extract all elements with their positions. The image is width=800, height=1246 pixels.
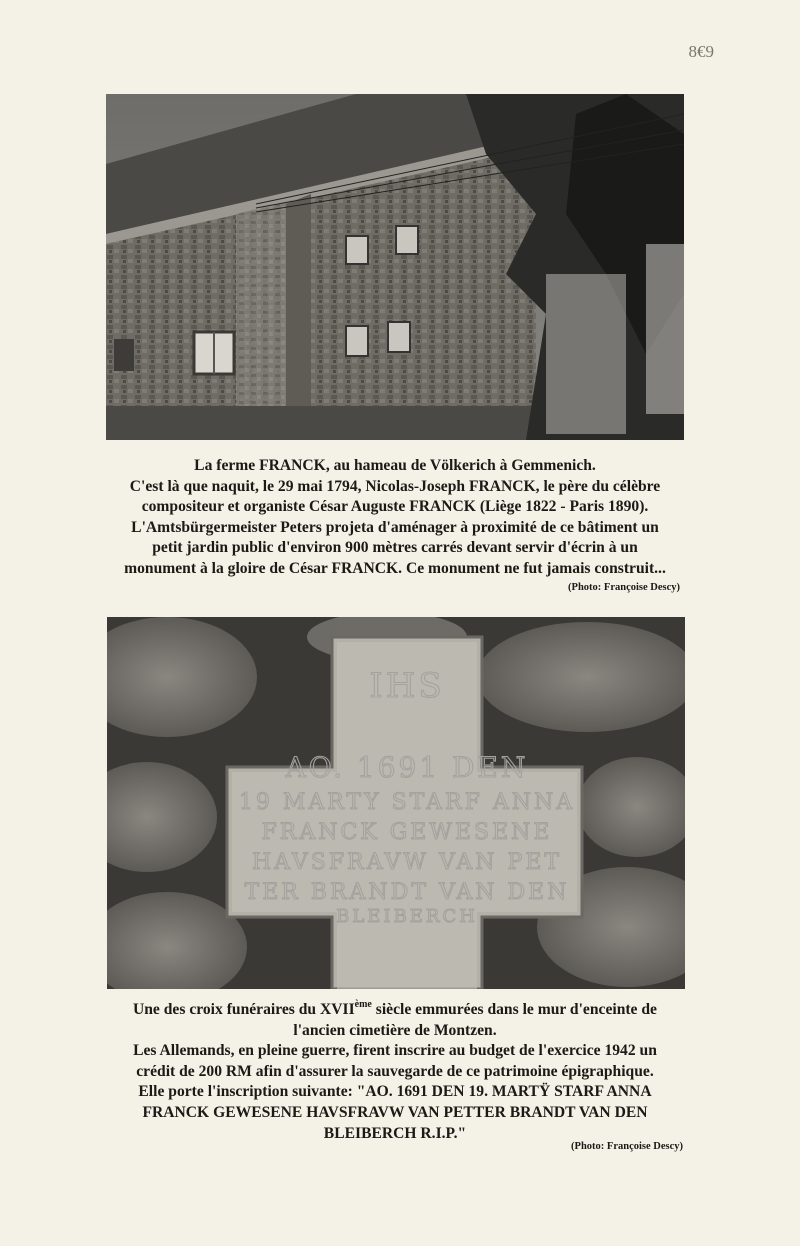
caption-line: La ferme FRANCK, au hameau de Völkerich à Gemmenich. bbox=[194, 457, 596, 474]
caption-line: compositeur et organiste César Auguste FRANCK (Liège 1822 - Paris 1890). bbox=[141, 498, 649, 516]
caption-line: petit jardin public d'environ 900 mètres carrés devant servir d'écrin à un bbox=[152, 539, 638, 557]
inscription-line: AO. 1691 DEN bbox=[285, 751, 529, 784]
inscription-line: BLEIBERCH bbox=[336, 906, 478, 927]
cross-caption bbox=[100, 1000, 690, 1144]
inscription-line: 19 MARTY STARF ANNA bbox=[238, 790, 576, 815]
caption-line: Elle porte l'inscription suivante: "AO. 1691 DEN 19. MARTŸ STARF ANNA bbox=[138, 1083, 652, 1101]
farm-photo bbox=[106, 94, 684, 440]
caption-line: L'Amtsbürgermeister Peters projeta d'aménager à proximité de ce bâtiment un bbox=[131, 518, 659, 536]
farm-caption bbox=[100, 456, 690, 580]
cross-photo bbox=[107, 617, 685, 989]
photo-credit: (Photo: Françoise Descy) bbox=[571, 1141, 683, 1152]
inscription-line: FRANCK GEWESENE bbox=[261, 820, 553, 845]
caption-line: monument à la gloire de César FRANCK. Ce monument ne fut jamais construit... bbox=[124, 559, 666, 577]
caption-line: C'est là que naquit, le 29 mai 1794, Nicolas-Joseph FRANCK, le père du célèbre bbox=[129, 477, 661, 495]
caption-line: crédit de 200 RM afin d'assurer la sauvegarde de ce patrimoine épigraphique. bbox=[136, 1062, 654, 1080]
caption-line: Les Allemands, en pleine guerre, firent inscrire au budget de l'exercice 1942 un bbox=[133, 1042, 657, 1060]
inscription-line: TER BRANDT VAN DEN bbox=[244, 880, 570, 905]
photo-credit: (Photo: Françoise Descy) bbox=[568, 582, 680, 593]
caption-line: FRANCK GEWESENE HAVSFRAVW VAN PETTER BRANDT VAN DEN bbox=[142, 1103, 648, 1121]
page-number: 8€9 bbox=[688, 42, 714, 61]
caption-line: l'ancien cimetière de Montzen. bbox=[293, 1021, 497, 1039]
svg-text:IHS: IHS bbox=[369, 666, 445, 706]
caption-line: BLEIBERCH R.I.P." bbox=[323, 1124, 467, 1142]
caption-line: Une des croix funéraires du XVIIème siècle emmurées dans le mur d'enceinte de bbox=[133, 999, 657, 1018]
inscription-line: HAVSFRAVW VAN PET bbox=[251, 850, 563, 875]
